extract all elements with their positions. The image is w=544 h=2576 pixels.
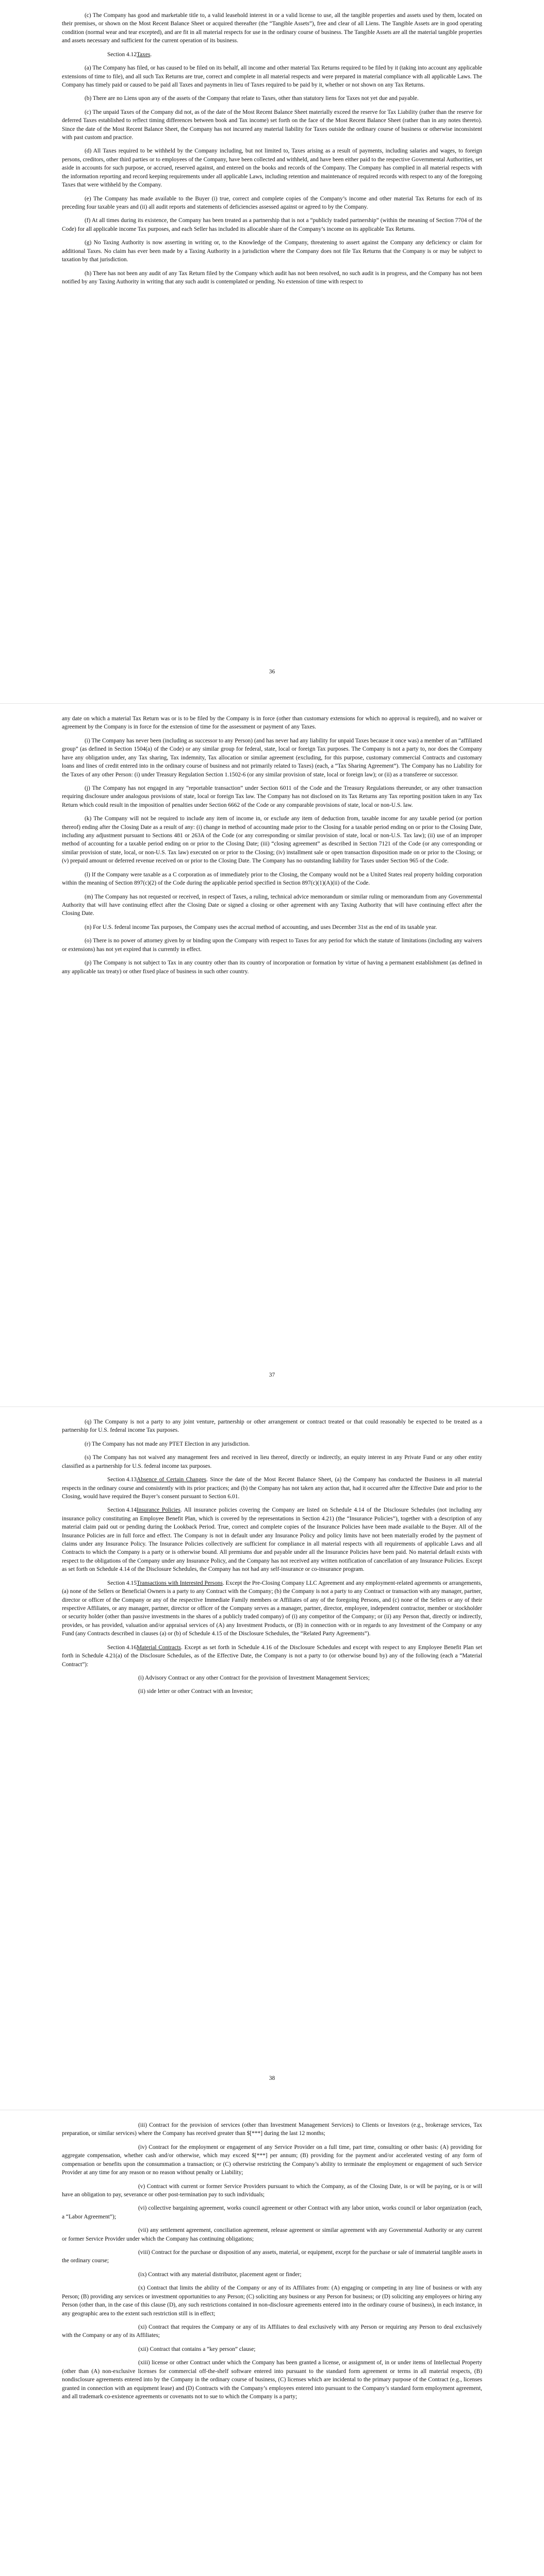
clause-paragraph: (f) At all times during its existence, the Company has been treated as a partnership that is not a “publicly traded partnership” (within the meaning of Section 7704 of the Code) for all applicable income Tax purposes, and each Seller has included its allocable share of the Company’s income on its applicable Tax Returns. xyxy=(62,217,482,232)
list-item: (xi) Contract that requires the Company or any of its Affiliates to deal exclusively with any Person or requiring any Person to deal exclusively with the Company or any of its Affiliates; xyxy=(62,2324,482,2339)
section-number: Section 4.13 xyxy=(107,1477,137,1483)
clause-paragraph: (c) The unpaid Taxes of the Company did not, as of the date of the Most Recent Balance Sheet materially exceed the reserve for Tax Liability (rather than the reserve for deferred Taxes established to reflect timing differences between book and Tax income) set forth on the face of the Most Recent Balance Sheet (rather than in any notes thereto). Since the date of the Most Recent Balance Sheet, the Company has not incurred any material liability for Taxes outside the ordinary course of business or otherwise inconsistent with past custom and practice. xyxy=(62,109,482,141)
section-number: Section 4.16 xyxy=(107,1644,137,1651)
clause-paragraph: (o) There is no power of attorney given by or binding upon the Company with respect to Taxes for any period for which the statute of limitations (including any waivers or extensions) has not yet expired that is currently in effect. xyxy=(62,938,482,953)
section-text: . All insurance policies covering the Company are listed on Schedule 4.14 of the Disclosure Schedules (not including any insurance policy constituting an Employee Benefit Plan, which is covered by the representations in Section 4.21) (the “Insurance Policies”), together with a description of any material claim paid out or pending during the Lookback Period. True, correct and complete copies of the Insurance Policies have been made available to the Buyer. All of the Insurance Policies are in full force and effect. The Company is not in default under any Insurance Policy and policy limits have not been materially eroded by the payment of claims under any Insurance Policy. The Insurance Policies collectively are sufficient for compliance in all material respects with all requirements of applicable Laws and all Contracts to which the Company is a party or is otherwise bound. All premiums due and payable under all the Insurance Policies have been paid. No material default exists with respect to the obligations of the Company under any Insurance Policy, and the Company has not received any written notification of cancellation of any Insurance Policies. Except as set forth on Schedule 4.14 of the Disclosure Schedules, the Company has not had any self-insurance or co-insurance program. xyxy=(62,1507,482,1573)
clause-paragraph: any date on which a material Tax Return was or is to be filed by the Company is in force (other than customary extensions for which no approval is required), and no waiver or agreement by the Company is in force for the extension of time for the assessment or payment of any Taxes. xyxy=(62,716,482,731)
list-item: (xiii) license or other Contract under which the Company has been granted a license, or assignment of, in or under items of Intellectual Property (other than (A) non-exclusive licenses for commercial off-the-shelf software entered into pursuant to the standard form agreement or terms in all material respects, (B) nondisclosure agreements entered into by the Company in the ordinary course of business, (C) licenses which are incidental to the primary purpose of the Contract (e.g., licenses granted in connection with an equipment lease) and (D) Contracts with the Company’s employees entered into pursuant to the Company’s standard form employment agreement, and all trademark co-existence agreements or covenants not to sue to which the Company is a party; xyxy=(62,2360,482,2400)
clause-paragraph: (p) The Company is not subject to Tax in any country other than its country of incorporation or formation by virtue of having a permanent establishment (as defined in any applicable tax treaty) or other fixed place of business in such other country. xyxy=(62,960,482,975)
clause-paragraph: (r) The Company has not made any PTET Election in any jurisdiction. xyxy=(85,1440,250,1447)
clause-paragraph: (i) The Company has never been (including as successor to any Person) (and has never had any liability for unpaid Taxes because it once was) a member of an “affiliated group” (as defined in Section 1504(a) of the Code) or any similar group for federal, state, local or foreign Tax purposes. The Company is not a party to, nor does the Company have any obligation under, any Tax sharing, Tax indemnity, Tax allocation or similar agreement (excluding, for this purpose, customary commercial Contracts and customary loans and lines of credit entered into in the ordinary course of business and not primarily related to Taxes) (each, a “Tax Sharing Agreement”). The Company has no Liability for the Taxes of any other Person: (i) under Treasury Regulation Section 1.1502-6 (or any similar provision of state, local or foreign law); or (ii) as a transferee or successor. xyxy=(62,737,482,778)
clause-paragraph: (e) The Company has made available to the Buyer (i) true, correct and complete copies of the Company’s income and other material Tax Returns for each of its preceding four taxable years and (ii) all audit reports and statements of deficiencies assessed against or agreed to by the Company. xyxy=(62,195,482,211)
list-item: (iii) Contract for the provision of services (other than Investment Management Services) to Clients or Investors (e.g., brokerage services, Tax preparation, or similar services) where the Company has received greater than $[***] during the last 12 months; xyxy=(62,2122,482,2137)
section-number: Section 4.12 xyxy=(107,51,137,58)
page-body xyxy=(62,11,482,286)
section-title: Insurance Policies xyxy=(136,1507,180,1514)
page-37 xyxy=(0,703,544,1406)
list-item: (vii) any settlement agreement, conciliation agreement, release agreement or similar agreement with any Governmental Authority or any current or former Service Provider under which the Company has continuing obligations; xyxy=(62,2227,482,2242)
clause-paragraph: (h) There has not been any audit of any Tax Return filed by the Company which audit has not been resolved, no such audit is in progress, and the Company has not been notified by any Taxing Authority in writing that any such audit is contemplated or pending. No extension of time with respect to xyxy=(62,270,482,285)
clause-paragraph: (l) If the Company were taxable as a C corporation as of immediately prior to the Closing, the Company would not be a United States real property holding corporation within the meaning of Section 897(c)(2) of the Code during the applicable period specified in Section 897(c)(1)(A)(ii) of the Code. xyxy=(62,871,482,887)
section-title: Material Contracts xyxy=(136,1644,181,1651)
section-heading-paragraph xyxy=(62,1476,482,1501)
page-number: 37 xyxy=(269,1372,275,1378)
section-number: Section 4.15 xyxy=(107,1580,137,1586)
list-item: (vi) collective bargaining agreement, works council agreement or other Contract with any labor union, works council or labor organization (each, a “Labor Agreement”); xyxy=(62,2205,482,2220)
page-body xyxy=(62,715,482,976)
clause-paragraph: (k) The Company will not be required to include any item of income in, or exclude any item of deduction from, taxable income for any taxable period (or portion thereof) ending after the Closing Date as a result of any: (i) change in method of accounting made prior to the Closing for a taxable period ending on or prior to the Closing Date, including any adjustment pursuant to Sections 481 or 263A of the Code (or any corresponding or similar provision of state, local or non-U.S. Tax law); (ii) use of an improper method of accounting for a taxable period ending on or prior to the Closing Date; (iii) “closing agreement” as described in Section 7121 of the Code (or any corresponding or similar provision of state, local, or non-U.S. Tax law) executed on or prior to the Closing; (iv) installment sale or open transaction disposition made on or prior to the Closing; or (v) prepaid amount or deferred revenue received on or prior to the Closing Date. The Company has no outstanding liability for Taxes under Section 965 of the Code. xyxy=(62,816,482,865)
section-title: Taxes xyxy=(136,51,151,58)
clause-paragraph: (b) There are no Liens upon any of the assets of the Company that relate to Taxes, other than statutory liens for Taxes not yet due and payable. xyxy=(85,95,419,102)
section-number: Section 4.14 xyxy=(107,1507,137,1514)
clause-paragraph: (j) The Company has not engaged in any “reportable transaction” under Section 6011 of the Code and the Treasury Regulations thereunder, or any other transaction requiring disclosure under analogous provisions of state, local or foreign Tax law. The Company has not disclosed on its Tax Returns any Tax reporting position taken in any Tax Return which could result in the imposition of penalties under Section 6662 of the Code or any comparable provisions of state, local or non-U.S. law. xyxy=(62,785,482,808)
clause-paragraph: (g) No Taxing Authority is now asserting in writing or, to the Knowledge of the Company, threatening to assert against the Company any deficiency or claim for additional Taxes. No claim has ever been made by a Taxing Authority in a jurisdiction where the Company does not file Tax Returns that the Company is or may be subject to taxation by that jurisdiction. xyxy=(62,240,482,263)
list-item: (i) Advisory Contract or any other Contract for the provision of Investment Management Services; xyxy=(138,1674,370,1681)
section-text: . Since the date of the Most Recent Balance Sheet, (a) the Company has conducted the Business in all material respects in the ordinary course and consistently with its prior practices; and (b) the Company has not taken any action that, had it occurred after the Effective Date and prior to the Closing, would have required the Buyer’s consent pursuant to Section 6.01. xyxy=(62,1477,482,1500)
list-item: (v) Contract with current or former Service Providers pursuant to which the Company, as of the Closing Date, is or will be paying, or is or will have an obligation to pay, severance or other post-termination pay to such individuals; xyxy=(62,2183,482,2198)
section-heading-paragraph xyxy=(62,50,482,59)
page-39 xyxy=(0,2110,544,2576)
section-title: Transactions with Interested Persons xyxy=(136,1580,223,1586)
page-38 xyxy=(0,1406,544,2110)
section-heading-paragraph xyxy=(62,1506,482,1573)
list-item: (ii) side letter or other Contract with an Investor; xyxy=(138,1688,253,1695)
list-item: (iv) Contract for the employment or engagement of any Service Provider on a full time, part time, consulting or other basis: (A) providing for aggregate compensation, whether cash and/or otherwise, which may exceed $[***] per annum; (B) providing for the payment and/or accelerated vesting of any form of compensation or benefits upon the consummation a transaction; or (C) otherwise restricting the Company’s ability to terminate the employment or engagement of such Service Provider at any time for any reason or no reason without penalty or Liability; xyxy=(62,2144,482,2176)
section-text: . xyxy=(150,51,152,58)
section-text: . Except the Pre-Closing Company LLC Agreement and any employment-related agreements or arrangements, (a) none of the Sellers or Beneficial Owners is a party to any Contract with the Company; (b) the Company is not a party to any Contract or transaction with any manager, partner, director or officer of the Company or any of the respective Immediate Family members or Affiliates of any of the foregoing Persons, and (c) none of the Sellers or any of their respective Affiliates, or any manager, partner, director or officer of the Company serves as a manager, partner, director, employee, independent contractor, member or stockholder or security holder (other than passive investments in the shares of a publicly traded company) of (i) any competitor of the Company; or (ii) any Person that, directly or indirectly, provides, or has provided, valuation and/or appraisal services of (A) any Investment Products, or (B) in connection with or in regards to any Investment of the Company or any Fund (any Contracts described in clauses (a) or (b) of Schedule 4.15 of the Disclosure Schedules, the “Related Party Agreements”). xyxy=(62,1580,482,1637)
page-number: 38 xyxy=(269,2075,275,2081)
list-item: (xii) Contract that contains a “key person” clause; xyxy=(138,2346,256,2352)
clause-paragraph: (n) For U.S. federal income Tax purposes, the Company uses the accrual method of accounting, and uses December 31st as the end of its taxable year. xyxy=(85,924,437,930)
list-item: (viii) Contract for the purchase or disposition of any assets, material, or equipment, except for the purchase or sale of immaterial tangible assets in the ordinary course; xyxy=(62,2249,482,2264)
page-body xyxy=(62,1418,482,1696)
page-36 xyxy=(0,0,544,703)
section-title: Absence of Certain Changes xyxy=(136,1477,206,1483)
page-body xyxy=(62,2121,482,2401)
list-item: (x) Contract that limits the ability of the Company or any of its Affiliates from: (A) engaging or competing in any line of business or with any Person; (B) providing any services or investment opportunities to any Person; (C) soliciting any business or any Person for business; or (D) soliciting any employees or hiring any Person (other than, in the case of this clause (D), any such restrictions contained in non-disclosure agreements entered into in the ordinary course of business), in each instance, in any geographic area to the extent such restriction still is in effect; xyxy=(62,2285,482,2317)
clause-paragraph: (m) The Company has not requested or received, in respect of Taxes, a ruling, technical advice memorandum or similar ruling or memorandum from any Governmental Authority that will have continuing effect after the Closing Date or signed a closing or other agreement with any Taxing Authority that will have continuing effect after the Closing Date. xyxy=(62,893,482,917)
clause-paragraph: (d) All Taxes required to be withheld by the Company including, but not limited to, Taxes arising as a result of payments, including salaries and wages, to foreign persons, creditors, other third parties or to employees of the Company, have been collected and withheld, and have been either paid to the respective Governmental Authorities, set aside in accounts for such purpose, or accrued, reserved against, and entered on the books and records of the Company. The Company has complied in all material respects with the information reporting and record keeping requirements under all applicable Laws, including retention and maintenance of required records with respect to any of the foregoing Taxes that were withheld by the Company. xyxy=(62,148,483,189)
section-heading-paragraph xyxy=(62,1579,482,1638)
clause-paragraph: (q) The Company is not a party to any joint venture, partnership or other arrangement or contract treated or that could reasonably be expected to be treated as a partnership for U.S. federal income Tax purposes. xyxy=(62,1419,482,1434)
clause-paragraph: (c) The Company has good and marketable title to, a valid leasehold interest in or a valid license to use, all the tangible properties and assets used by them, located on their premises, or shown on the Most Recent Balance Sheet or acquired thereafter (the “Tangible Assets”), free and clear of all Liens. The Tangible Assets are in good operating condition (normal wear and tear excepted), and are fit in all material respects for use in the ordinary course of business. The Tangible Assets are all the material tangible properties and assets necessary and sufficient for the current operation of its business. xyxy=(62,12,482,44)
page-number: 36 xyxy=(269,669,275,675)
clause-paragraph: (s) The Company has not waived any management fees and received in lieu thereof, directly or indirectly, an equity interest in any Private Fund or any other entity classified as a partnership for U.S. federal income tax purposes. xyxy=(62,1454,482,1469)
section-text: . Except as set forth in Schedule 4.16 of the Disclosure Schedules and except with respect to any Employee Benefit Plan set forth in Schedule 4.21(a) of the Disclosure Schedules, as of the Effective Date, the Company is not a party to (or otherwise bound by) any of the following (each a “Material Contract”): xyxy=(62,1644,482,1668)
section-heading-paragraph xyxy=(62,1643,482,1669)
list-item: (ix) Contract with any material distributor, placement agent or finder; xyxy=(138,2271,302,2278)
clause-paragraph: (a) The Company has filed, or has caused to be filed on its behalf, all income and other material Tax Returns required to be filed by it (taking into account any applicable extensions of time to file), and all such Tax Returns are true, correct and complete in all material respects and were prepared in material compliance with all applicable Laws. The Company has timely paid or caused to be paid all Taxes and payments in lieu of Taxes required to be paid by it, whether or not shown on any Tax Returns. xyxy=(62,65,482,88)
